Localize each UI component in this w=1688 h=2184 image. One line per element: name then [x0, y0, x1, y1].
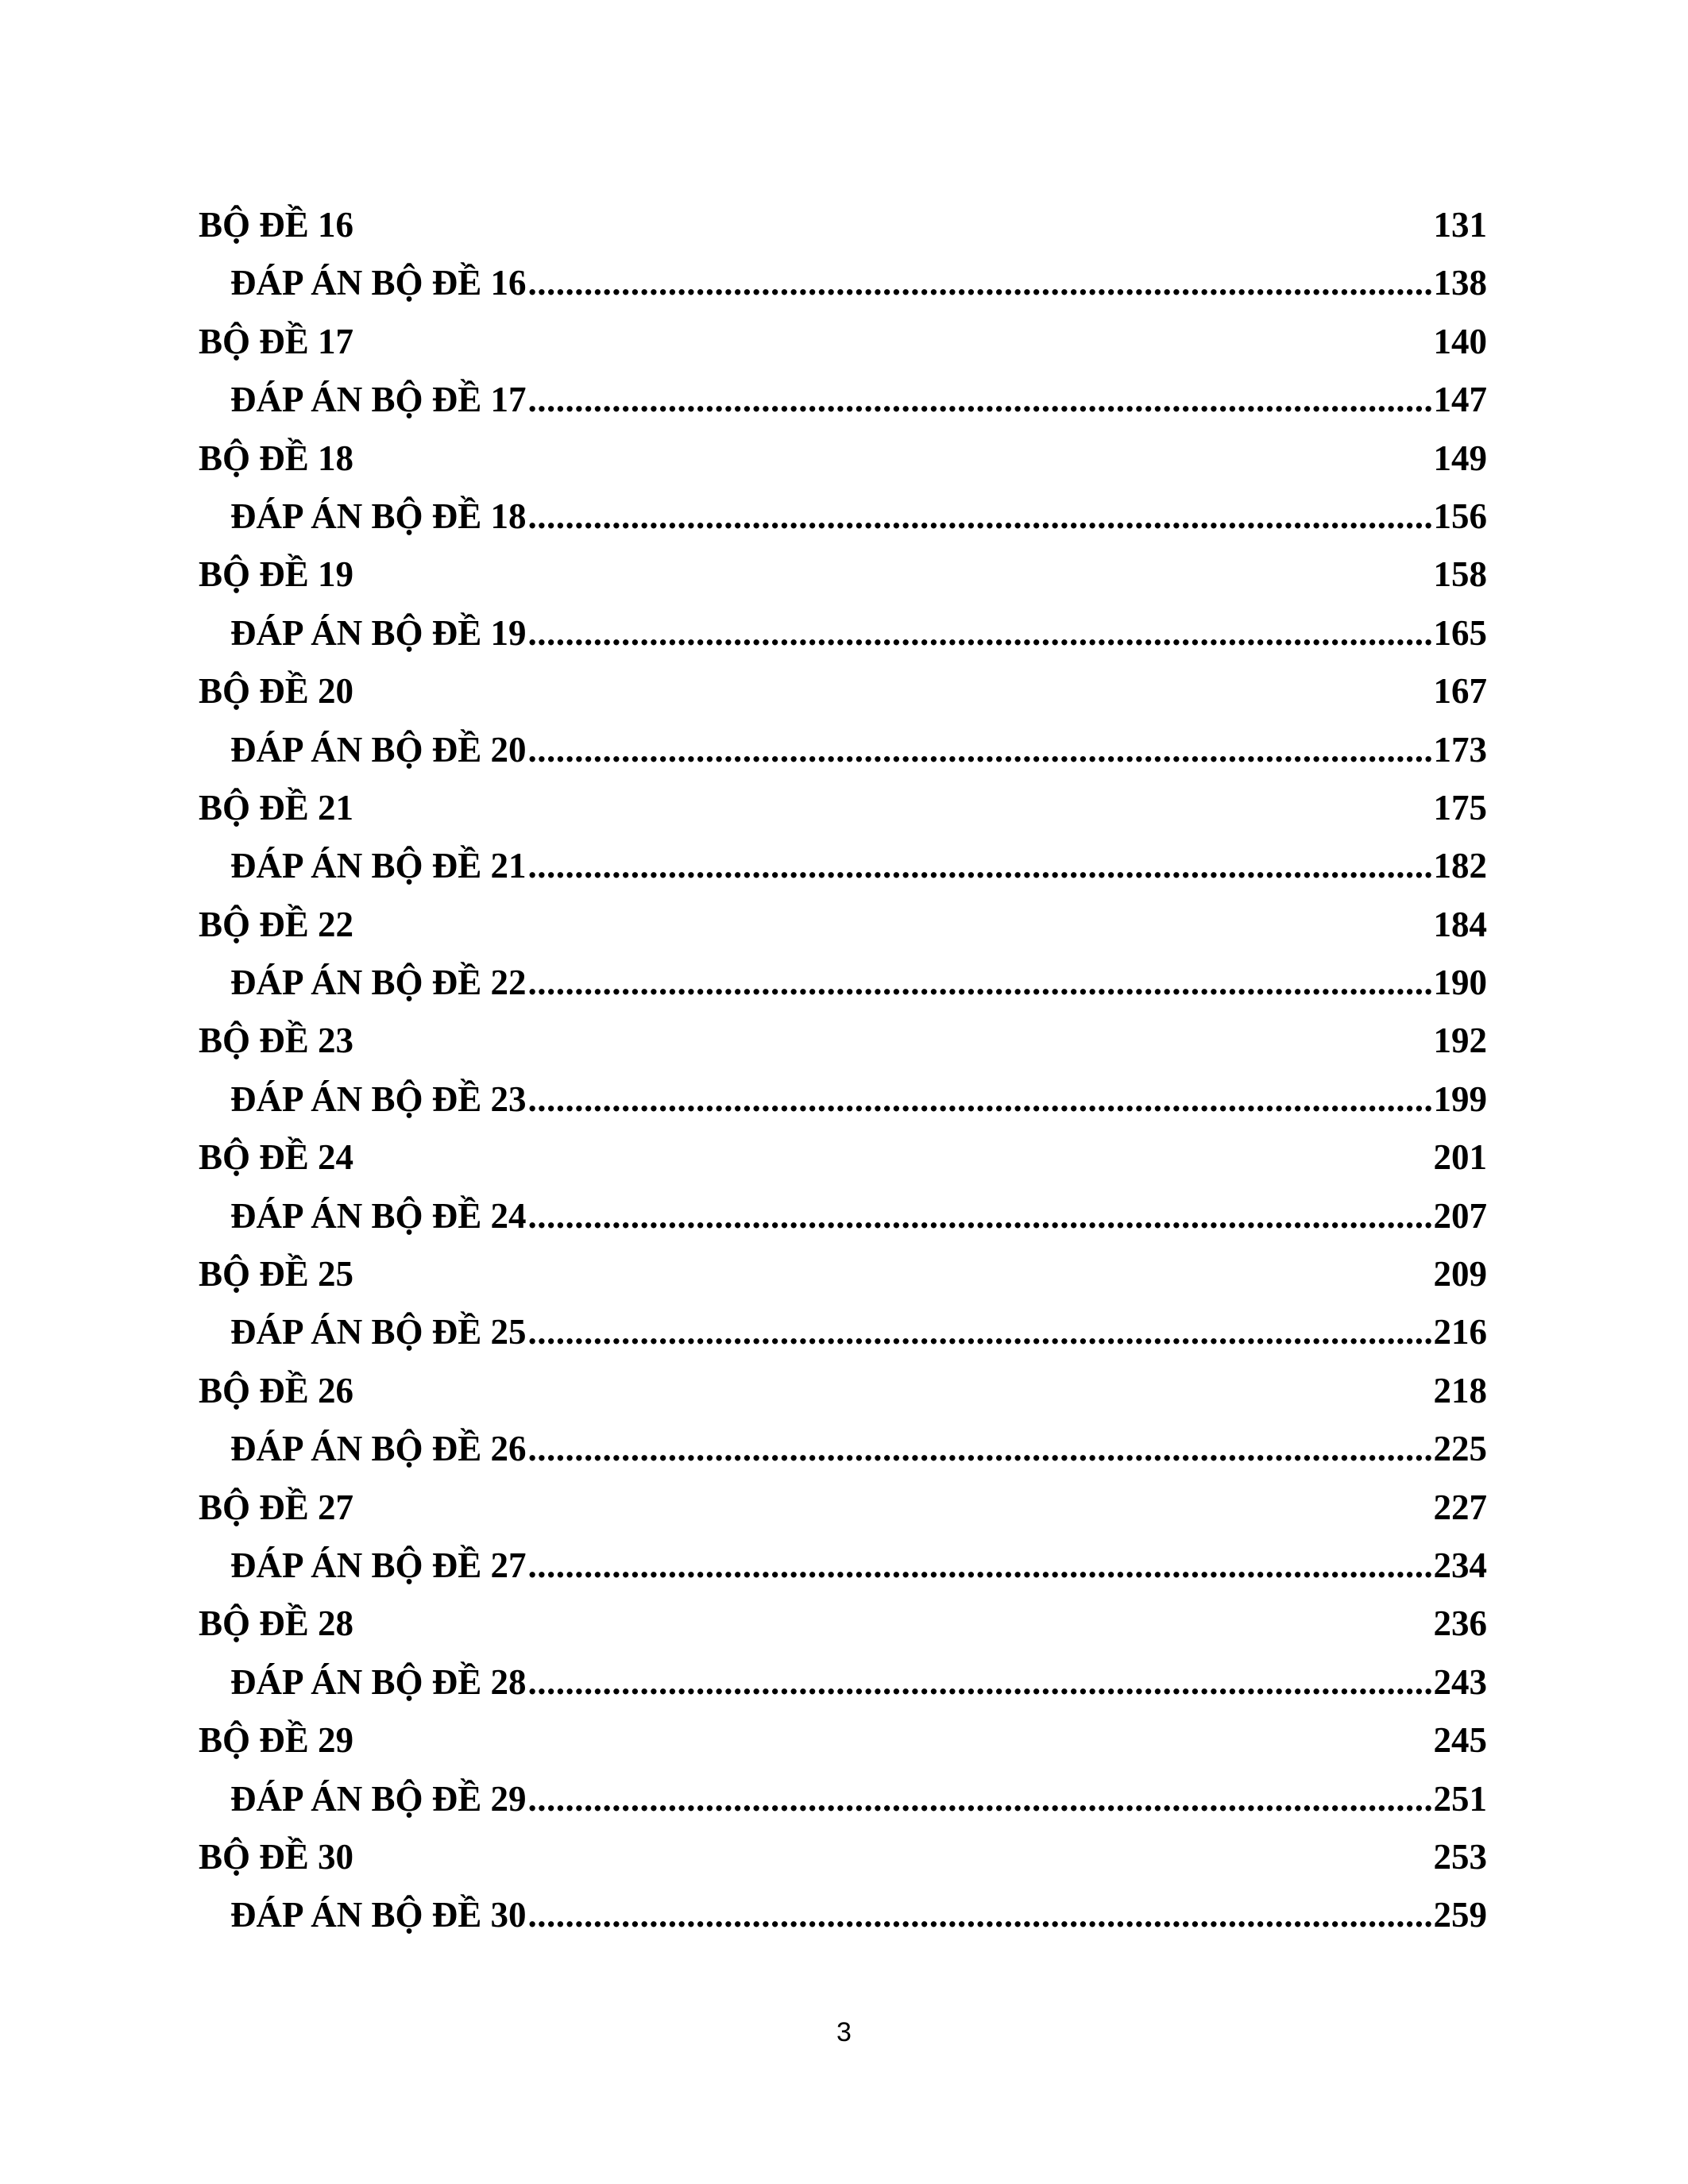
- toc-entry-page: 218: [1433, 1370, 1487, 1410]
- toc-entry-page: 192: [1433, 1021, 1487, 1061]
- toc-entry-dap-an-30[interactable]: [199, 1886, 1487, 1944]
- toc-dot-leader: [528, 721, 1432, 779]
- toc-dot-leader: [528, 1071, 1432, 1129]
- toc-entry-title: BỘ ĐỀ 20: [199, 671, 354, 712]
- toc-entry-page: 175: [1433, 787, 1487, 828]
- toc-entry-page: 259: [1433, 1895, 1487, 1935]
- toc-entry-dap-an-20[interactable]: [199, 721, 1487, 779]
- toc-entry-page: 147: [1433, 380, 1487, 420]
- toc-entry-page: 167: [1433, 671, 1487, 712]
- toc-entry-bo-de-18[interactable]: [199, 430, 1487, 488]
- toc-entry-title: ĐÁP ÁN BỘ ĐỀ 24: [230, 1195, 527, 1236]
- toc-entry-title: ĐÁP ÁN BỘ ĐỀ 17: [230, 380, 527, 420]
- toc-entry-title: ĐÁP ÁN BỘ ĐỀ 27: [230, 1545, 527, 1585]
- toc-entry-page: 190: [1433, 963, 1487, 1003]
- toc-dot-leader: [528, 837, 1432, 895]
- toc-dot-leader: [528, 1537, 1432, 1595]
- toc-entry-dap-an-27[interactable]: [199, 1537, 1487, 1595]
- toc-entry-bo-de-22[interactable]: [199, 896, 1487, 954]
- toc-dot-leader: [528, 371, 1432, 429]
- toc-entry-dap-an-17[interactable]: [199, 371, 1487, 429]
- toc-entry-title: BỘ ĐỀ 19: [199, 554, 354, 595]
- toc-entry-title: ĐÁP ÁN BỘ ĐỀ 20: [230, 729, 527, 770]
- toc-entry-page: 253: [1433, 1836, 1487, 1877]
- toc-entry-page: 236: [1433, 1603, 1487, 1644]
- toc-entry-page: 182: [1433, 846, 1487, 886]
- toc-dot-leader: [528, 1187, 1432, 1245]
- toc-entry-title: ĐÁP ÁN BỘ ĐỀ 22: [230, 963, 527, 1003]
- toc-entry-page: 158: [1433, 554, 1487, 595]
- toc-entry-title: ĐÁP ÁN BỘ ĐỀ 23: [230, 1078, 527, 1119]
- toc-entry-dap-an-21[interactable]: [199, 837, 1487, 895]
- toc-dot-leader: [528, 604, 1432, 662]
- toc-entry-title: BỘ ĐỀ 16: [199, 205, 354, 245]
- toc-entry-title: ĐÁP ÁN BỘ ĐỀ 26: [230, 1429, 527, 1469]
- toc-entry-title: BỘ ĐỀ 29: [199, 1720, 354, 1761]
- toc-entry-page: 225: [1433, 1429, 1487, 1469]
- toc-entry-page: 199: [1433, 1078, 1487, 1119]
- toc-entry-bo-de-27[interactable]: [199, 1479, 1487, 1537]
- toc-entry-dap-an-24[interactable]: [199, 1187, 1487, 1245]
- toc-entry-bo-de-29[interactable]: [199, 1711, 1487, 1769]
- toc-entry-bo-de-25[interactable]: [199, 1245, 1487, 1303]
- toc-dot-leader: [528, 254, 1432, 312]
- toc-entry-title: BỘ ĐỀ 23: [199, 1021, 354, 1061]
- toc-entry-page: 243: [1433, 1661, 1487, 1702]
- toc-entry-title: BỘ ĐỀ 17: [199, 321, 354, 361]
- toc-entry-dap-an-22[interactable]: [199, 954, 1487, 1012]
- toc-entry-bo-de-30[interactable]: [199, 1828, 1487, 1886]
- toc-entry-title: BỘ ĐỀ 24: [199, 1137, 354, 1178]
- toc-entry-bo-de-26[interactable]: [199, 1362, 1487, 1420]
- toc-entry-title: ĐÁP ÁN BỘ ĐỀ 25: [230, 1312, 527, 1352]
- toc-entry-title: BỘ ĐỀ 21: [199, 787, 354, 828]
- toc-entry-bo-de-21[interactable]: [199, 779, 1487, 837]
- toc-entry-title: BỘ ĐỀ 26: [199, 1370, 354, 1410]
- toc-entry-page: 165: [1433, 612, 1487, 653]
- toc-entry-page: 138: [1433, 263, 1487, 303]
- toc-entry-dap-an-28[interactable]: [199, 1653, 1487, 1711]
- toc-entry-page: 209: [1433, 1254, 1487, 1295]
- toc-entry-page: 216: [1433, 1312, 1487, 1352]
- toc-entry-page: 184: [1433, 904, 1487, 944]
- toc-entry-bo-de-24[interactable]: [199, 1129, 1487, 1187]
- toc-entry-title: ĐÁP ÁN BỘ ĐỀ 29: [230, 1778, 527, 1819]
- toc-entry-page: 201: [1433, 1137, 1487, 1178]
- toc-entry-title: BỘ ĐỀ 27: [199, 1487, 354, 1527]
- toc-entry-title: ĐÁP ÁN BỘ ĐỀ 21: [230, 846, 527, 886]
- toc-entry-title: BỘ ĐỀ 25: [199, 1254, 354, 1295]
- toc-entry-bo-de-17[interactable]: [199, 313, 1487, 371]
- toc-entry-title: ĐÁP ÁN BỘ ĐỀ 16: [230, 263, 527, 303]
- table-of-contents: [199, 196, 1487, 1945]
- toc-entry-bo-de-28[interactable]: [199, 1595, 1487, 1653]
- toc-entry-title: ĐÁP ÁN BỘ ĐỀ 19: [230, 612, 527, 653]
- toc-entry-page: 149: [1433, 438, 1487, 478]
- toc-dot-leader: [528, 1303, 1432, 1361]
- toc-entry-bo-de-20[interactable]: [199, 662, 1487, 720]
- toc-entry-dap-an-26[interactable]: [199, 1420, 1487, 1478]
- toc-entry-dap-an-25[interactable]: [199, 1303, 1487, 1361]
- toc-dot-leader: [528, 954, 1432, 1012]
- toc-entry-dap-an-23[interactable]: [199, 1071, 1487, 1129]
- toc-entry-dap-an-19[interactable]: [199, 604, 1487, 662]
- toc-entry-page: 156: [1433, 496, 1487, 536]
- toc-dot-leader: [528, 1886, 1432, 1944]
- toc-entry-bo-de-19[interactable]: [199, 546, 1487, 604]
- page-number: 3: [836, 2017, 852, 2047]
- toc-entry-dap-an-29[interactable]: [199, 1770, 1487, 1828]
- toc-dot-leader: [528, 1770, 1432, 1828]
- toc-entry-title: BỘ ĐỀ 30: [199, 1836, 354, 1877]
- toc-entry-title: ĐÁP ÁN BỘ ĐỀ 18: [230, 496, 527, 536]
- toc-dot-leader: [528, 1653, 1432, 1711]
- toc-entry-page: 173: [1433, 729, 1487, 770]
- toc-entry-title: BỘ ĐỀ 22: [199, 904, 354, 944]
- toc-entry-dap-an-18[interactable]: [199, 488, 1487, 546]
- toc-entry-title: BỘ ĐỀ 18: [199, 438, 354, 478]
- toc-entry-page: 140: [1433, 321, 1487, 361]
- toc-entry-page: 245: [1433, 1720, 1487, 1761]
- toc-dot-leader: [528, 488, 1432, 546]
- toc-entry-page: 227: [1433, 1487, 1487, 1527]
- toc-entry-title: BỘ ĐỀ 28: [199, 1603, 354, 1644]
- toc-entry-page: 251: [1433, 1778, 1487, 1819]
- toc-entry-title: ĐÁP ÁN BỘ ĐỀ 28: [230, 1661, 527, 1702]
- toc-entry-bo-de-23[interactable]: [199, 1012, 1487, 1070]
- toc-dot-leader: [528, 1420, 1432, 1478]
- toc-entry-title: ĐÁP ÁN BỘ ĐỀ 30: [230, 1895, 527, 1935]
- toc-entry-page: 207: [1433, 1195, 1487, 1236]
- toc-entry-dap-an-16[interactable]: [199, 254, 1487, 312]
- toc-entry-page: 234: [1433, 1545, 1487, 1585]
- toc-entry-bo-de-16[interactable]: [199, 196, 1487, 254]
- toc-entry-page: 131: [1433, 205, 1487, 245]
